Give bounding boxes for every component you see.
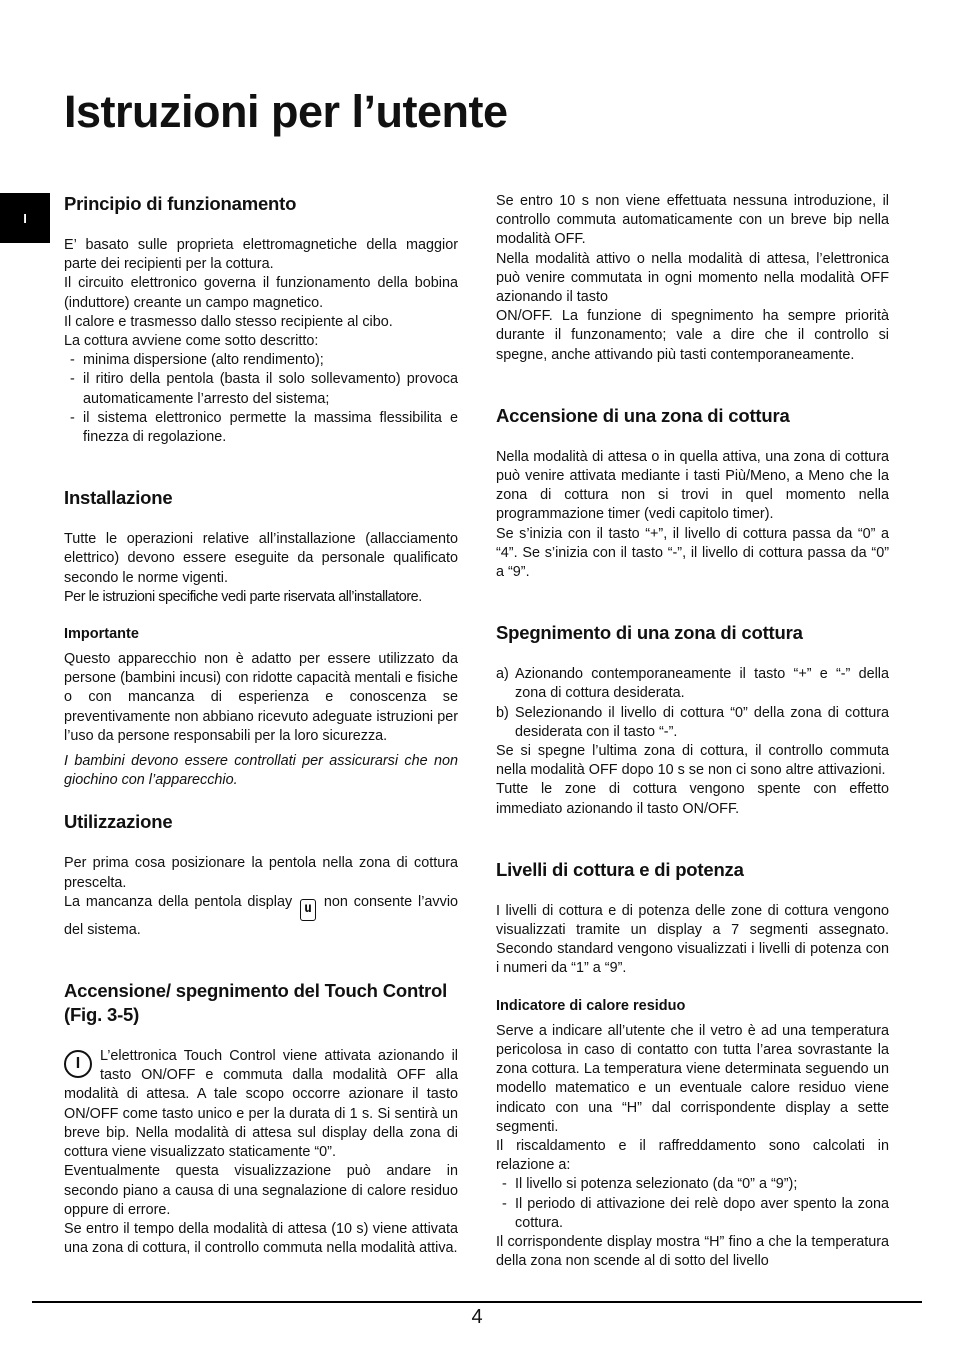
paragraph: Tutte le zone di cottura vengono spente con effetto immediato azionando il tasto ON/OFF. (496, 781, 889, 817)
section-heading-livelli: Livelli di cottura e di potenza (496, 858, 744, 880)
list-item: - il sistema elettronico permette la massima flessibilita e finezza di regolazione. (64, 409, 458, 447)
paragraph: Nella modalità di attesa o in quella attiva, una zona di cottura può venire attivata mediante i tasti Più/Meno, a Meno che la zona di cottura non si trovi in quel momento nella programmazione timer (vedi capitolo timer). (496, 448, 889, 523)
list-marker: b) (496, 704, 509, 721)
paragraph: I livelli di cottura e di potenza delle zone di cottura vengono visualizzati tramite un display a 7 segmenti assegnato. Secondo standard vengono visualizzati i livelli di potenza con i numeri da “1” a “9”. (496, 902, 889, 977)
paragraph: Il riscaldamento e il raffreddamento sono calcolati in relazione a: (496, 1137, 889, 1174)
paragraph: La cottura avviene come sotto descritto: (64, 333, 319, 350)
section-heading-principio: Principio di funzionamento (64, 193, 297, 214)
subheading-importante: Importante (64, 626, 139, 643)
footer-rule (32, 1301, 922, 1303)
paragraph: Se si spegne l’ultima zona di cottura, il controllo commuta nella modalità OFF dopo 10 s se non ci sono altre attivazioni. (496, 743, 889, 779)
right-column (496, 192, 889, 1271)
info-icon: I (64, 1050, 92, 1078)
list-item: - Il livello si potenza selezionato (da “0” a “9”); (496, 1175, 889, 1194)
paragraph: Se s’inizia con il tasto “+”, il livello di cottura passa da “0” a “4”. Se s’inizia con il tasto “-”, il livello di cottura passa da “0” a “9”. (496, 525, 889, 581)
list-item (496, 665, 889, 703)
paragraph: Per prima cosa posizionare la pentola nella zona di cottura prescelta. (64, 855, 458, 891)
left-column (64, 192, 458, 1258)
paragraph: Eventualmente questa visualizzazione può andare in secondo piano a causa di una segnalazione di calore residuo oppure di errore. (64, 1163, 458, 1218)
paragraph: Se entro il tempo della modalità di attesa (10 s) viene attivata una zona di cottura, il controllo commuta nella modalità attiva. (64, 1220, 458, 1257)
paragraph: E’ basato sulle proprieta elettromagnetiche della maggior parte dei recipienti per la cottura. (64, 237, 458, 273)
subheading-calore-residuo: Indicatore di calore residuo (496, 997, 686, 1014)
text-fragment: La mancanza della pentola display (64, 893, 293, 910)
paragraph: Il circuito elettronico governa il funzionamento della bobina (induttore) creante un campo magnetico. (64, 275, 458, 311)
paragraph: Questo apparecchio non è adatto per essere utilizzato da persone (bambini incusi) con ridotte capacità mentali e fisiche o con mancanza di esperienza e conoscenza se preventivamente non abbiano ricevuto adeguate istruzioni per l’uso da persone responsabili per la loro sicurezza. (64, 651, 458, 744)
paragraph: Il corrispondente display mostra “H” fino a che la temperatura della zona non scende al di sotto del livello (496, 1233, 889, 1270)
section-heading-touch-control: Accensione/ spegnimento del Touch Control (Fig. 3-5) (64, 980, 448, 1026)
paragraph (64, 893, 458, 940)
paragraph: Tutte le operazioni relative all’installazione (allacciamento elettrico) devono essere eseguite da personale qualificato secondo le norme vigenti. (64, 531, 458, 586)
page-number: 4 (471, 1306, 483, 1328)
warning-paragraph: I bambini devono essere controllati per assicurarsi che non giochino con l’apparecchio. (64, 753, 458, 789)
section-heading-spegnimento-zona: Spegnimento di una zona di cottura (496, 622, 803, 644)
no-pan-display-icon: u (300, 899, 316, 921)
paragraph: L’elettronica Touch Control viene attivata azionando il tasto ON/OFF e commuta dalla modalità OFF alla modalità di attesa. A tale scopo occorre azionare il tasto ON/OFF come tasto unico e per la durata di 1 s. Si sentirà un breve bip. Nella modalità di attesa sul display della zona di cottura viene visualizzato staticamente “0”. (64, 1048, 458, 1161)
list-item: - il ritiro della pentola (basta il solo sollevamento) provoca automaticamente l’arresto del sistema; (64, 370, 458, 408)
text-fragment: non consente l’avvio del sistema. (64, 893, 459, 938)
paragraph: ON/OFF. La funzione di spegnimento ha sempre priorità durante il funzonamento; vale a dire che il controllo si spegne, anche attivando più tasti contemporaneamente. (496, 308, 889, 363)
paragraph: Nella modalità attivo o nella modalità di attesa, l’elettronica può venire commutata in ogni momento nella modalità OFF azionando il tasto (496, 250, 889, 306)
section-heading-installazione: Installazione (64, 487, 173, 509)
section-heading-accensione-zona: Accensione di una zona di cottura (496, 404, 790, 426)
paragraph: Se entro 10 s non viene effettuata nessuna introduzione, il controllo commuta automaticamente con un breve bip nella modalità OFF. (496, 193, 889, 248)
list-marker: a) (496, 666, 509, 683)
list-item: - Il periodo di attivazione dei relè dopo aver spento la zona cottura. (496, 1195, 889, 1233)
language-tab: I (0, 193, 50, 243)
page-title: Istruzioni per l’utente (64, 86, 508, 137)
list-item-text: Selezionando il livello di cottura “0” della zona di cottura desiderata con il tasto “-”. (515, 704, 889, 740)
paragraph: Serve a indicare all’utente che il vetro è ad una temperatura pericolosa in caso di contatto con tutta l’area sovrastante la zona cottura. La temperatura viene determinata seguendo un modello matematico e un eventuale calore residuo viene indicato con una “H” dal corrispondente display a sette segmenti. (496, 1022, 889, 1135)
list-item-text: Azionando contemporaneamente il tasto “+” e “-” della zona di cottura desiderata. (515, 666, 889, 702)
paragraph: Il calore e trasmesso dallo stesso recipiente al cibo. (64, 313, 393, 330)
paragraph: Per le istruzioni specifiche vedi parte riservata all’installatore. (64, 588, 422, 605)
section-heading-utilizzazione: Utilizzazione (64, 811, 173, 833)
list-item: - minima dispersione (alto rendimento); (64, 351, 458, 370)
list-item (496, 704, 889, 742)
